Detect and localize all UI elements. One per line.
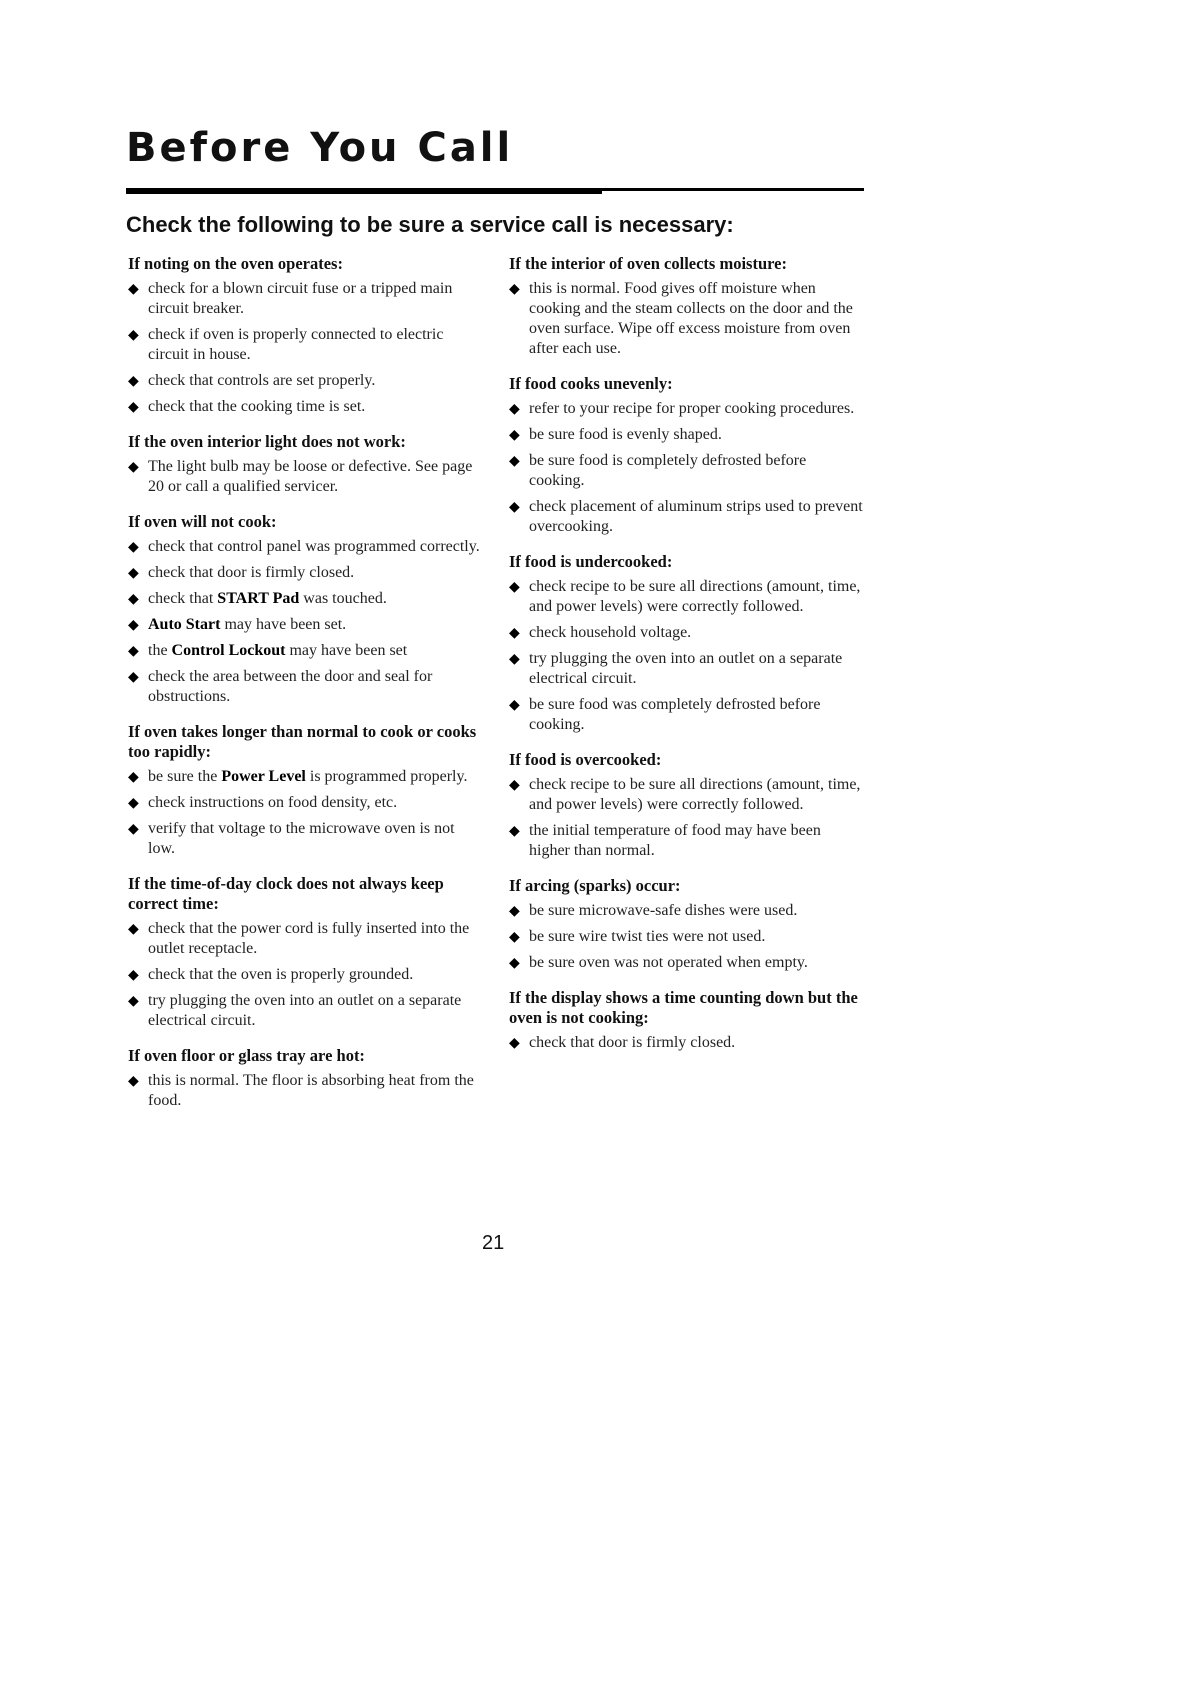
section-heading: If the display shows a time counting down but the oven is not cooking: <box>509 988 858 1027</box>
item-text: check that controls are set properly. <box>148 372 376 389</box>
item-text: check household voltage. <box>529 624 692 641</box>
page-number: 21 <box>482 1232 505 1254</box>
item-text: be sure oven was not operated when empty. <box>529 954 808 971</box>
checklist-item <box>128 641 484 661</box>
item-text: be sure wire twist ties were not used. <box>529 928 766 945</box>
item-text: check that door is firmly closed. <box>148 564 355 581</box>
troubleshooting-section <box>509 552 865 735</box>
checklist-item <box>128 667 484 707</box>
troubleshooting-section <box>509 988 865 1053</box>
checklist <box>128 279 484 417</box>
troubleshooting-section <box>509 374 865 537</box>
troubleshooting-section <box>509 876 865 973</box>
diamond-bullet-icon: ◆ <box>128 281 139 297</box>
checklist-item <box>128 965 484 985</box>
troubleshooting-section <box>128 1046 484 1111</box>
section-heading: If food is overcooked: <box>509 750 662 769</box>
item-text: The light bulb may be loose or defective. See page 20 or call a qualified servicer. <box>148 458 473 495</box>
checklist <box>128 767 484 859</box>
left-column <box>128 254 484 1126</box>
checklist-item <box>509 451 865 491</box>
checklist-item <box>128 589 484 609</box>
checklist-item <box>128 563 484 583</box>
checklist-item <box>509 425 865 445</box>
item-text: refer to your recipe for proper cooking procedures. <box>529 400 855 417</box>
section-heading: If food cooks unevenly: <box>509 374 673 393</box>
item-text: check recipe to be sure all directions (amount, time, and power levels) were correctly followed. <box>529 776 861 813</box>
checklist <box>128 537 484 707</box>
checklist <box>509 577 865 735</box>
diamond-bullet-icon: ◆ <box>509 777 520 793</box>
diamond-bullet-icon: ◆ <box>509 281 520 297</box>
troubleshooting-section <box>128 874 484 1031</box>
item-text: be sure food is evenly shaped. <box>529 426 722 443</box>
item-text: check placement of aluminum strips used to prevent overcooking. <box>529 498 863 535</box>
item-text: this is normal. The floor is absorbing heat from the food. <box>148 1072 474 1109</box>
diamond-bullet-icon: ◆ <box>509 401 520 417</box>
item-text: check the area between the door and seal for obstructions. <box>148 668 433 705</box>
page-title: Before You Call <box>126 125 514 171</box>
diamond-bullet-icon: ◆ <box>509 579 520 595</box>
checklist <box>509 901 865 973</box>
checklist <box>509 775 865 861</box>
item-emphasis: Control Lockout <box>171 642 286 659</box>
item-text: check that <box>148 590 218 607</box>
checklist-item <box>509 623 865 643</box>
diamond-bullet-icon: ◆ <box>509 823 520 839</box>
diamond-bullet-icon: ◆ <box>128 993 139 1009</box>
item-text: check recipe to be sure all directions (amount, time, and power levels) were correctly followed. <box>529 578 861 615</box>
checklist-item <box>509 497 865 537</box>
diamond-bullet-icon: ◆ <box>128 1073 139 1089</box>
checklist-item <box>509 399 865 419</box>
diamond-bullet-icon: ◆ <box>128 921 139 937</box>
diamond-bullet-icon: ◆ <box>509 1035 520 1051</box>
checklist <box>509 399 865 537</box>
diamond-bullet-icon: ◆ <box>509 903 520 919</box>
diamond-bullet-icon: ◆ <box>509 955 520 971</box>
troubleshooting-section <box>509 750 865 861</box>
diamond-bullet-icon: ◆ <box>128 565 139 581</box>
checklist-item <box>128 991 484 1031</box>
diamond-bullet-icon: ◆ <box>128 669 139 685</box>
checklist-item <box>128 279 484 319</box>
diamond-bullet-icon: ◆ <box>128 617 139 633</box>
item-text: may have been set. <box>220 616 347 633</box>
checklist-item <box>128 1071 484 1111</box>
section-heading: If food is undercooked: <box>509 552 673 571</box>
item-text: check that the cooking time is set. <box>148 398 366 415</box>
checklist-item <box>128 537 484 557</box>
item-emphasis: Power Level <box>221 768 306 785</box>
diamond-bullet-icon: ◆ <box>128 591 139 607</box>
section-heading: If the time-of-day clock does not always keep correct time: <box>128 874 444 913</box>
item-text: verify that voltage to the microwave oven is not low. <box>148 820 455 857</box>
item-text: check instructions on food density, etc. <box>148 794 398 811</box>
checklist-item <box>128 457 484 497</box>
item-text: be sure microwave-safe dishes were used. <box>529 902 798 919</box>
checklist <box>128 919 484 1031</box>
diamond-bullet-icon: ◆ <box>128 373 139 389</box>
item-text: try plugging the oven into an outlet on a separate electrical circuit. <box>529 650 843 687</box>
diamond-bullet-icon: ◆ <box>509 651 520 667</box>
section-heading: If noting on the oven operates: <box>128 254 343 273</box>
title-rule-thin <box>126 188 864 191</box>
diamond-bullet-icon: ◆ <box>509 929 520 945</box>
diamond-bullet-icon: ◆ <box>509 697 520 713</box>
diamond-bullet-icon: ◆ <box>128 539 139 555</box>
troubleshooting-section <box>128 722 484 859</box>
diamond-bullet-icon: ◆ <box>509 625 520 641</box>
checklist-item <box>509 821 865 861</box>
diamond-bullet-icon: ◆ <box>128 459 139 475</box>
item-text: the initial temperature of food may have been higher than normal. <box>529 822 821 859</box>
checklist-item <box>128 325 484 365</box>
checklist-item <box>509 1033 865 1053</box>
checklist-item <box>509 953 865 973</box>
troubleshooting-section <box>128 512 484 707</box>
checklist-item <box>509 649 865 689</box>
checklist-item <box>509 775 865 815</box>
diamond-bullet-icon: ◆ <box>128 967 139 983</box>
diamond-bullet-icon: ◆ <box>128 821 139 837</box>
item-text: check if oven is properly connected to electric circuit in house. <box>148 326 444 363</box>
diamond-bullet-icon: ◆ <box>509 499 520 515</box>
section-heading: If oven takes longer than normal to cook or cooks too rapidly: <box>128 722 477 761</box>
section-heading: If oven floor or glass tray are hot: <box>128 1046 365 1065</box>
section-heading: If oven will not cook: <box>128 512 277 531</box>
checklist-item <box>128 919 484 959</box>
item-text: check that the power cord is fully inserted into the outlet receptacle. <box>148 920 470 957</box>
item-text: is programmed properly. <box>305 768 468 785</box>
item-text: be sure the <box>148 768 222 785</box>
item-text: check for a blown circuit fuse or a tripped main circuit breaker. <box>148 280 453 317</box>
checklist <box>509 1033 865 1053</box>
section-heading: If the oven interior light does not work: <box>128 432 406 451</box>
checklist-item <box>128 819 484 859</box>
diamond-bullet-icon: ◆ <box>128 769 139 785</box>
item-text: check that the oven is properly grounded. <box>148 966 414 983</box>
checklist-item <box>128 371 484 391</box>
troubleshooting-section <box>128 432 484 497</box>
section-heading: If the interior of oven collects moisture: <box>509 254 787 273</box>
diamond-bullet-icon: ◆ <box>128 795 139 811</box>
checklist-item <box>128 793 484 813</box>
item-emphasis: Auto Start <box>148 616 221 633</box>
checklist-item <box>509 901 865 921</box>
checklist <box>509 279 865 359</box>
checklist <box>128 1071 484 1111</box>
diamond-bullet-icon: ◆ <box>509 453 520 469</box>
item-text: be sure food is completely defrosted before cooking. <box>529 452 807 489</box>
checklist <box>128 457 484 497</box>
item-text: this is normal. Food gives off moisture when cooking and the steam collects on the door and the oven surface. Wipe off excess moisture from oven after each use. <box>529 280 853 357</box>
checklist-item <box>128 397 484 417</box>
checklist-item <box>509 279 865 359</box>
item-text: try plugging the oven into an outlet on a separate electrical circuit. <box>148 992 462 1029</box>
checklist-item <box>509 577 865 617</box>
troubleshooting-section <box>128 254 484 417</box>
item-text: check that control panel was programmed correctly. <box>148 538 480 555</box>
checklist-item <box>128 615 484 635</box>
item-emphasis: START Pad <box>217 590 300 607</box>
item-text: may have been set <box>285 642 408 659</box>
diamond-bullet-icon: ◆ <box>128 643 139 659</box>
section-subtitle: Check the following to be sure a service call is necessary: <box>126 212 734 237</box>
diamond-bullet-icon: ◆ <box>509 427 520 443</box>
item-text: was touched. <box>299 590 387 607</box>
diamond-bullet-icon: ◆ <box>128 399 139 415</box>
checklist-item <box>128 767 484 787</box>
right-column <box>509 254 865 1068</box>
troubleshooting-section <box>509 254 865 359</box>
checklist-item <box>509 927 865 947</box>
item-text: the <box>148 642 172 659</box>
section-heading: If arcing (sparks) occur: <box>509 876 681 895</box>
item-text: check that door is firmly closed. <box>529 1034 736 1051</box>
diamond-bullet-icon: ◆ <box>128 327 139 343</box>
checklist-item <box>509 695 865 735</box>
item-text: be sure food was completely defrosted before cooking. <box>529 696 821 733</box>
